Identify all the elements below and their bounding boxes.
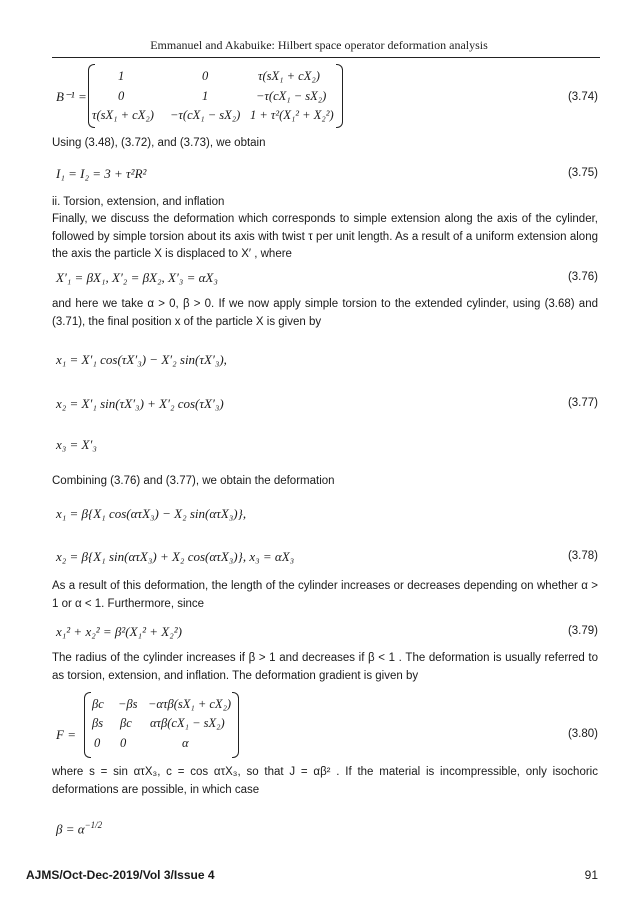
matrix-cell: α: [182, 736, 189, 750]
paragraph: Finally, we discuss the deformation which corresponds to simple extension along the axis of the cylinder, followed by simple torsion about its axis with twist τ per unit length. As a result of a uniform extension along the axis the particle X is displaced to X′ , where: [52, 213, 598, 260]
matrix-cell: 0: [118, 89, 125, 103]
matrix-cell: ατβ(cX₁ − sX₂): [150, 716, 225, 730]
eq-number: (3.79): [567, 625, 598, 637]
eq-3-77c: x₃ = X′₃: [56, 437, 97, 452]
eq-number: (3.77): [567, 397, 598, 409]
matrix-cell: 0: [202, 69, 209, 83]
matrix-cell: βc: [120, 716, 132, 730]
matrix-cell: −τ(cX₁ − sX₂): [256, 89, 327, 103]
eq-number: (3.74): [567, 91, 598, 103]
eq-number: (3.75): [567, 167, 598, 179]
paragraph: The radius of the cylinder increases if β > 1 and decreases if β < 1 . The deformation is usually referred to as torsion, extension, and inflation. The deformation gradient is given by: [52, 652, 598, 682]
page-number: 91: [584, 868, 598, 882]
eq-3-76: X′₁ = βX₁, X′₂ = βX₂, X′₃ = αX₃: [56, 270, 218, 285]
eq-number: (3.78): [567, 550, 598, 562]
eq-final-base: β = α: [56, 821, 85, 837]
matrix-cell: 1: [202, 89, 209, 103]
paragraph: and here we take α > 0, β > 0. If we now apply simple torsion to the extended cylinder, using (3.68) and (3.71), the final position x of the particle X is given by: [52, 298, 598, 328]
matrix-cell: 0: [94, 736, 101, 750]
section-heading: ii. Torsion, extension, and inflation: [52, 196, 225, 208]
eq-3-77a: x₁ = X′₁ cos(τX′₃) − X′₂ sin(τX′₃),: [56, 352, 227, 367]
eq-3-80-left-bracket: [84, 692, 91, 758]
eq-3-77b: x₂ = X′₁ sin(τX′₃) + X′₂ cos(τX′₃): [56, 396, 224, 411]
eq-3-78b: x₂ = β{X₁ sin(ατX₃) + X₂ cos(ατX₃)}, x₃ = αX₃: [56, 549, 295, 564]
eq-3-80-lhs: F =: [56, 727, 76, 742]
eq-final: [56, 820, 102, 837]
eq-number: (3.76): [567, 271, 598, 283]
matrix-cell: −ατβ(sX₁ + cX₂): [148, 697, 232, 711]
eq-3-79: x₁² + x₂² = β²(X₁² + X₂²): [56, 624, 182, 639]
matrix-cell: 1 + τ²(X₁² + X₂²): [250, 108, 334, 122]
eq-3-80-right-bracket: [232, 692, 239, 758]
header-rule: [52, 57, 600, 58]
eq-3-78a: x₁ = β{X₁ cos(ατX₃) − X₂ sin(ατX₃)},: [56, 506, 247, 521]
matrix-cell: 1: [118, 69, 125, 83]
paragraph: where s = sin ατX₃, c = cos ατX₃, so that J = αβ² . If the material is incompressible, only isochoric deformations are possible, in which case: [52, 766, 598, 796]
running-header: Emmanuel and Akabuike: Hilbert space operator deformation analysis: [150, 38, 488, 52]
matrix-cell: τ(sX₁ + cX₂): [258, 69, 320, 83]
matrix-cell: −τ(cX₁ − sX₂): [170, 108, 241, 122]
matrix-cell: −βs: [118, 697, 138, 711]
eq-3-75: I₁ = I₂ = 3 + τ²R²: [56, 166, 147, 181]
matrix-cell: βc: [92, 697, 104, 711]
eq-3-74-right-bracket: [336, 64, 343, 128]
paragraph: Combining (3.76) and (3.77), we obtain the deformation: [52, 475, 335, 487]
matrix-cell: 0: [120, 736, 127, 750]
paragraph: Using (3.48), (3.72), and (3.73), we obtain: [52, 137, 266, 149]
matrix-cell: τ(sX₁ + cX₂): [92, 108, 154, 122]
paragraph: As a result of this deformation, the length of the cylinder increases or decreases depending on whether α > 1 or α < 1. Furthermore, since: [52, 580, 598, 610]
footer-journal: AJMS/Oct-Dec-2019/Vol 3/Issue 4: [26, 868, 215, 882]
eq-final-exponent: −1/2: [84, 820, 103, 830]
eq-number: (3.80): [567, 728, 598, 740]
eq-3-74-lhs: B⁻¹ =: [56, 89, 87, 104]
matrix-cell: βs: [92, 716, 104, 730]
